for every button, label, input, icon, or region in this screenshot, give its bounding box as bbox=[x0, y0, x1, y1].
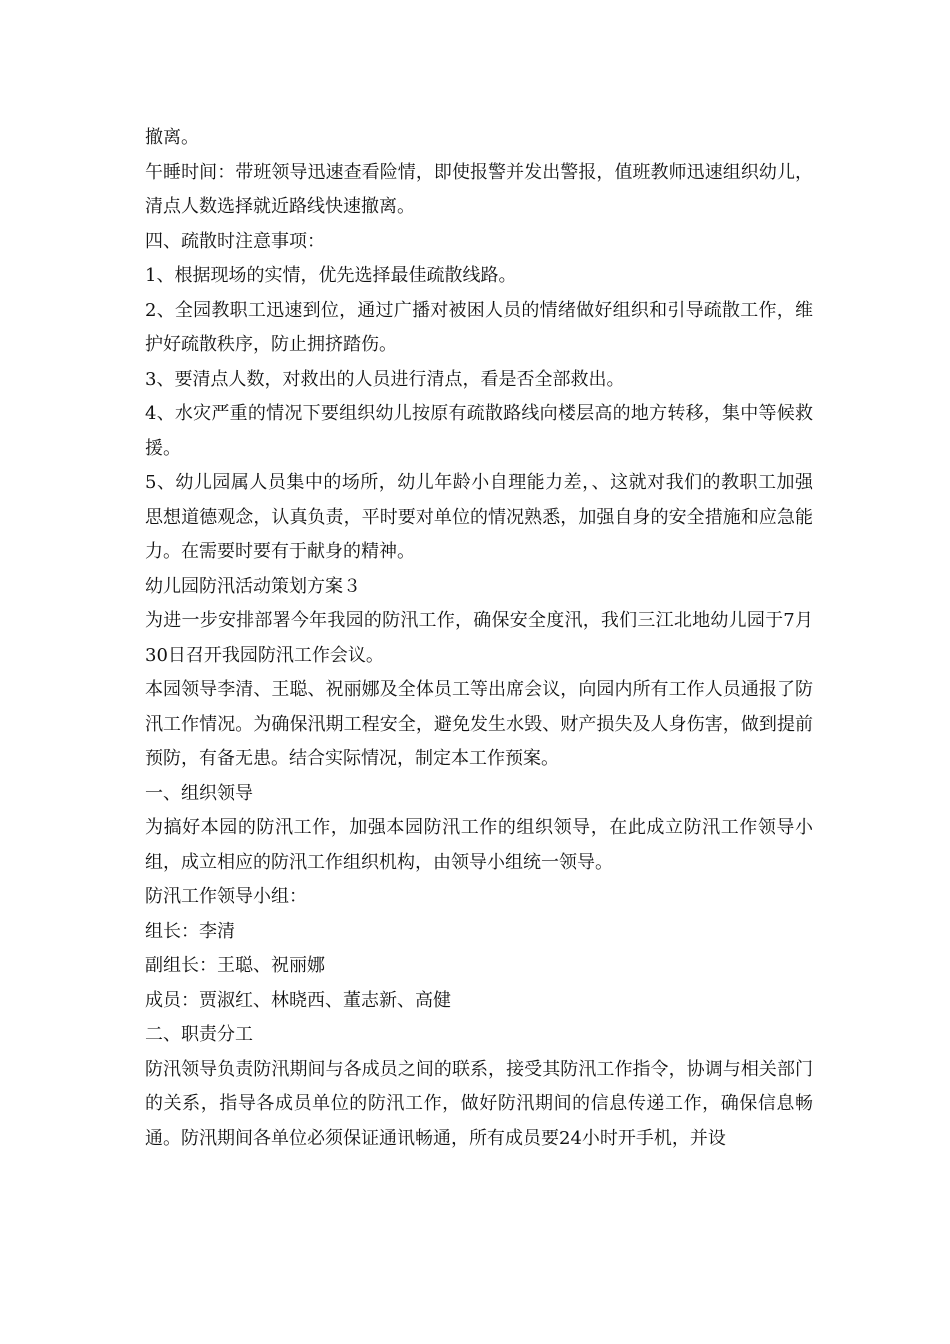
paragraph-item-5: 5、幼儿园属人员集中的场所，幼儿年龄小自理能力差，、这就对我们的教职工加强思想道德观念，认真负责，平时要对单位的情况熟悉，加强自身的安全措施和应急能力。在需要时要有于献身的精神。 bbox=[145, 472, 813, 562]
paragraph-group-leader: 组长：李清 bbox=[145, 920, 235, 942]
paragraph-evacuate-end: 撤离。 bbox=[145, 127, 199, 148]
paragraph-responsibilities: 防汛领导负责防汛期间与各成员之间的联系，接受其防汛工作指令，协调与相关部门的关系，指导各成员单位的防汛工作，做好防汛期间的信息传递工作，确保信息畅通。防汛期间各单位必须保证通讯畅通，所有成员要24小时开手机，并设 bbox=[145, 1058, 813, 1149]
heading-leadership-group: 防汛工作领导小组： bbox=[145, 886, 307, 907]
paragraph-item-4: 4、水灾严重的情况下要组织幼儿按原有疏散路线向楼层高的地方转移，集中等候救援。 bbox=[145, 403, 813, 459]
paragraph-nap-time: 午睡时间：带班领导迅速查看险情，即使报警并发出警报，值班教师迅速组织幼儿，清点人数选择就近路线快速撤离。 bbox=[145, 161, 813, 217]
document-body bbox=[145, 121, 813, 1156]
paragraph-item-1: 1、根据现场的实情，优先选择最佳疏散线路。 bbox=[145, 265, 517, 286]
paragraph-item-3: 3、要清点人数，对救出的人员进行清点，看是否全部救出。 bbox=[145, 368, 625, 390]
paragraph-organization: 为搞好本园的防汛工作，加强本园防汛工作的组织领导，在此成立防汛工作领导小组，成立相应的防汛工作组织机构，由领导小组统一领导。 bbox=[145, 817, 813, 873]
heading-responsibilities: 二、职责分工 bbox=[145, 1024, 253, 1045]
heading-evacuation-notes: 四、疏散时注意事项： bbox=[145, 230, 325, 252]
paragraph-meeting-attendees: 本园领导李清、王聪、祝丽娜及全体员工等出席会议，向园内所有工作人员通报了防汛工作情况。为确保汛期工程安全，避免发生水毁、财产损失及人身伤害，做到提前预防，有备无患。结合实际情况，制定本工作预案。 bbox=[145, 679, 813, 769]
paragraph-meeting-intro: 为进一步安排部署今年我园的防汛工作，确保安全度汛，我们三江北地幼儿园于7月30日召开我园防汛工作会议。 bbox=[145, 610, 813, 666]
paragraph-members: 成员：贾淑红、林晓西、董志新、高健 bbox=[145, 989, 451, 1011]
paragraph-deputy-leader: 副组长：王聪、祝丽娜 bbox=[145, 955, 325, 976]
paragraph-item-2: 2、全园教职工迅速到位，通过广播对被困人员的情绪做好组织和引导疏散工作，维护好疏散秩序，防止拥挤踏伤。 bbox=[145, 299, 813, 355]
section-title-plan-3: 幼儿园防汛活动策划方案３ bbox=[145, 575, 361, 597]
heading-organization: 一、组织领导 bbox=[145, 782, 253, 804]
